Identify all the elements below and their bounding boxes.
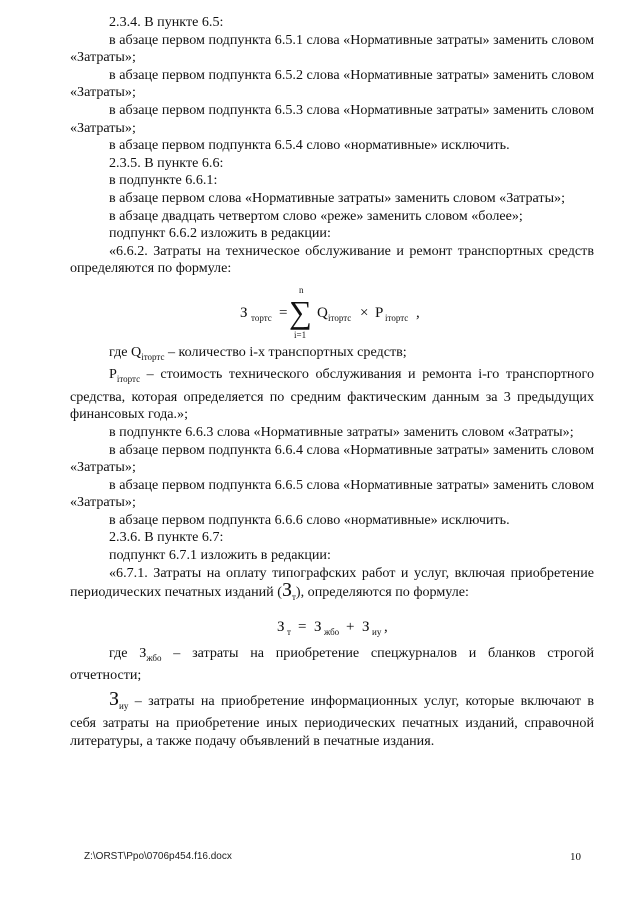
formula-lhs-sub: тортс — [251, 312, 272, 323]
paragraph: в абзаце первом подпункта 6.6.5 слова «Нормативные затраты» заменить словом «Затраты»; — [70, 476, 594, 511]
formula-printing-costs — [70, 607, 594, 645]
paragraph: в абзаце первом подпункта 6.6.6 слово «нормативные» исключить. — [109, 511, 510, 528]
paragraph: в абзаце первом слова «Нормативные затраты» заменить словом «Затраты»; — [109, 189, 566, 206]
formula-tail: , — [416, 304, 420, 321]
paragraph: 2.3.4. В пункте 6.5: — [109, 14, 224, 30]
paragraph: подпункт 6.6.2 изложить в редакции: — [109, 225, 331, 242]
paragraph: 2.3.5. В пункте 6.6: — [109, 154, 224, 171]
formula-q: Q — [317, 304, 328, 321]
definition-q: где $Q_{iтортс}$ – количество i-х транспортных средств; — [109, 343, 407, 362]
paragraph: «6.6.2. Затраты на техническое обслуживание и ремонт транспортных средств определяются по формуле: — [70, 242, 594, 277]
formula-times: × — [360, 304, 369, 321]
paragraph: в абзаце первом подпункта 6.5.2 слова «Нормативные затраты» заменить словом «Затраты»; — [70, 66, 594, 101]
formula2-tail: , — [384, 618, 388, 635]
paragraph: подпункт 6.7.1 изложить в редакции: — [109, 547, 331, 564]
paragraph: в абзаце первом подпункта 6.5.4 слово «нормативные» исключить. — [109, 137, 510, 154]
formula-p: P — [375, 304, 384, 321]
formula2-plus: + — [346, 618, 355, 635]
paragraph: в абзаце двадцать четвертом слово «реже» заменить словом «более»; — [109, 207, 523, 224]
paragraph-6-7-1: «6.7.1. Затраты на оплату типографских работ и услуг, включая приобретение периодических печатных изданий $(З_т)$, определяются по формуле: — [70, 564, 594, 603]
paragraph: в абзаце первом подпункта 6.5.1 слова «Нормативные затраты» заменить словом «Затраты»; — [70, 31, 594, 66]
sum-lower-limit: i=1 — [294, 329, 307, 340]
formula-p-sub: iтортс — [385, 312, 409, 323]
definition-p: $P_{iтортс}$ – стоимость технического обслуживания и ремонта i-го транспортного средства, которая определяется по средним фактическим данным за 3 предыдущих финансовых года.»; — [70, 366, 594, 423]
formula-eq: = — [279, 304, 288, 321]
formula-q-sub: iтортс — [328, 312, 352, 323]
formula2-b-sub: иу — [372, 626, 382, 637]
definition-zhbo: где $З_{жбо}$ – затраты на приобретение спецжурналов и бланков строгой отчетности; — [70, 644, 594, 684]
page-number: 10 — [570, 851, 581, 863]
paragraph: в подпункте 6.6.3 слова «Нормативные затраты» заменить словом «Затраты»; — [109, 423, 574, 440]
formula2-lhs: З — [277, 618, 285, 635]
formula-lhs: З — [240, 304, 248, 321]
footer-file-path: Z:\ORST\Ppo\0706p454.f16.docx — [84, 851, 232, 862]
formula2-a: З — [314, 618, 322, 635]
formula2-b: З — [362, 618, 370, 635]
definition-iu: $З_{иу}$ – затраты на приобретение информационных услуг, которые включают в себя затраты на приобретение иных периодических печатных изданий, справочной литературы, а также подачу объявлений в печатные издания. — [70, 687, 594, 749]
paragraph: в абзаце первом подпункта 6.6.4 слова «Нормативные затраты» заменить словом «Затраты»; — [70, 441, 594, 476]
paragraph: в абзаце первом подпункта 6.5.3 слова «Нормативные затраты» заменить словом «Затраты»; — [70, 101, 594, 136]
formula2-lhs-sub: т — [287, 626, 291, 637]
formula2-a-sub: жбо — [324, 626, 340, 637]
paragraph: 2.3.6. В пункте 6.7: — [109, 529, 224, 546]
formula-maintenance-costs — [70, 278, 594, 344]
paragraph: в подпункте 6.6.1: — [109, 172, 218, 189]
sum-symbol: ∑ — [289, 293, 312, 330]
sum-upper-limit: n — [299, 284, 304, 295]
var-zt: З — [281, 579, 292, 602]
formula2-eq: = — [298, 618, 307, 635]
document-body — [70, 14, 594, 750]
